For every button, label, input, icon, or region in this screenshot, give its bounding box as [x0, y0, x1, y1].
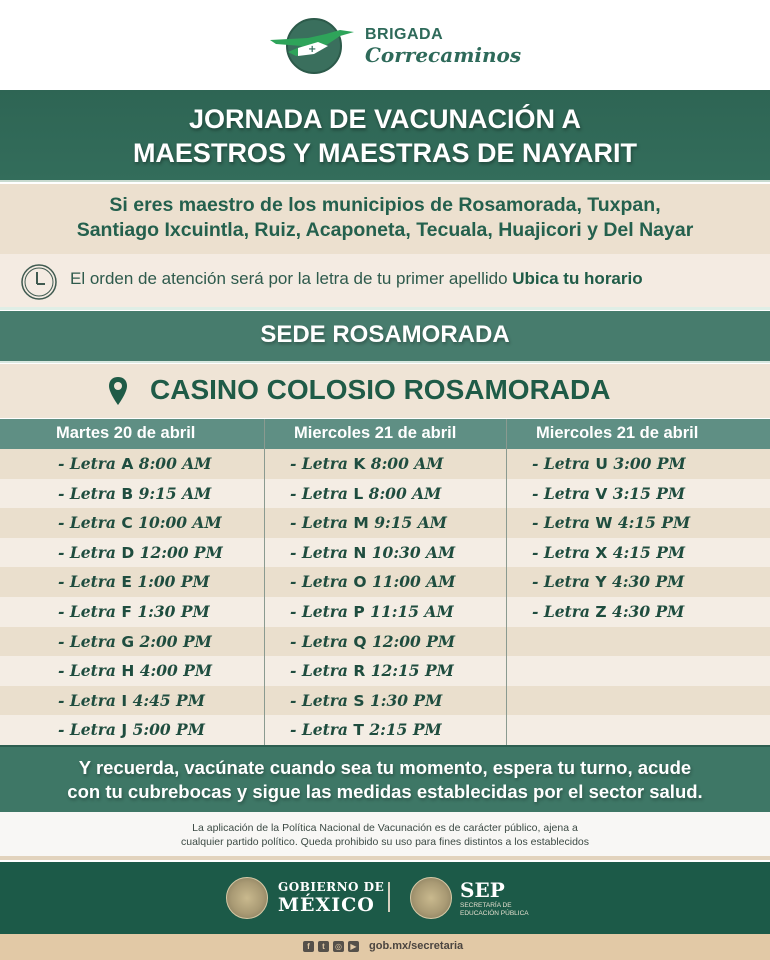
brand-subtitle: Correcaminos	[365, 43, 522, 67]
entry-time: 2:15 PM	[369, 720, 442, 740]
instagram-icon[interactable]: ◎	[333, 941, 344, 952]
page-title-line1: JORNADA DE VACUNACIÓN A	[188, 104, 581, 134]
schedule-entry	[58, 602, 210, 621]
entry-letter: B	[121, 484, 134, 503]
schedule-entry	[290, 632, 455, 651]
government-logos-band	[0, 862, 770, 934]
entry-letter: S	[353, 691, 365, 710]
schedule-entry	[290, 720, 442, 739]
sede-title: SEDE ROSAMORADA	[260, 321, 510, 348]
entry-letter: I	[121, 691, 128, 710]
gobierno-de-label: GOBIERNO DE	[278, 880, 385, 894]
order-note-banner	[0, 254, 770, 310]
entry-letter: M	[353, 514, 369, 533]
entry-time: 4:45 PM	[132, 690, 205, 710]
twitter-icon[interactable]: t	[318, 941, 329, 952]
page-title-line2: MAESTROS Y MAESTRAS DE NAYARIT	[132, 138, 638, 168]
schedule-entry	[532, 454, 686, 473]
entry-time: 8:00 AM	[370, 454, 444, 473]
schedule-entry	[58, 720, 205, 739]
logo-band	[0, 0, 770, 88]
schedule-entry	[290, 454, 443, 473]
entry-time: 10:00 AM	[138, 513, 222, 533]
entry-letter: V	[595, 484, 608, 503]
entry-letter: Z	[595, 603, 607, 621]
title-banner	[0, 90, 770, 182]
entry-prefix: - Letra	[290, 572, 348, 592]
svg-text:+: +	[308, 44, 317, 55]
legal-disclaimer	[0, 812, 770, 860]
youtube-icon[interactable]: ▶	[348, 941, 359, 952]
entry-time: 3:15 PM	[612, 483, 686, 503]
entry-prefix: - Letra	[532, 483, 590, 503]
brand-title: BRIGADA	[365, 26, 444, 43]
sede-banner	[0, 311, 770, 363]
schedule-entry	[532, 572, 684, 591]
entry-letter: R	[353, 662, 366, 681]
entry-time: 4:15 PM	[617, 513, 691, 533]
schedule-table	[0, 419, 770, 745]
entry-time: 12:00 PM	[371, 631, 456, 651]
schedule-entry	[532, 602, 684, 621]
entry-letter: F	[121, 603, 132, 621]
schedule-entry	[290, 602, 454, 621]
entry-letter: Q	[353, 632, 367, 651]
order-note-regular: El orden de atención será por la letra de tu primer apellido	[70, 269, 513, 288]
column-divider	[264, 419, 265, 745]
entry-time: 12:00 PM	[139, 542, 223, 562]
entry-prefix: - Letra	[532, 454, 590, 473]
entry-time: 10:30 AM	[371, 542, 456, 562]
entry-letter: K	[353, 455, 366, 473]
entry-letter: H	[121, 662, 135, 681]
schedule-entry	[290, 661, 454, 680]
entry-prefix: - Letra	[58, 542, 116, 562]
entry-time: 3:00 PM	[613, 454, 686, 473]
entry-time: 12:15 PM	[370, 661, 454, 681]
entry-letter: J	[121, 721, 128, 740]
municipalities-line2: Santiago Ixcuintla, Ruiz, Acaponeta, Tecuala, Huajicori y Del Nayar	[76, 219, 694, 241]
entry-time: 4:00 PM	[139, 661, 213, 681]
entry-time: 5:00 PM	[132, 720, 205, 740]
entry-prefix: - Letra	[532, 572, 590, 592]
column-header-martes-20: Martes 20 de abril	[56, 424, 196, 442]
legal-line1: La aplicación de la Política Nacional de Vacunación es de carácter público, ajena a	[192, 822, 578, 834]
schedule-entry	[532, 513, 690, 532]
clock-icon	[20, 263, 58, 301]
schedule-entry	[290, 572, 455, 591]
legal-line2: cualquier partido político. Queda prohibido su uso para fines distintos a los establecidos	[181, 836, 589, 848]
entry-letter: U	[595, 455, 608, 473]
entry-time: 11:00 AM	[371, 572, 456, 592]
entry-letter: D	[121, 543, 135, 562]
entry-time: 1:30 PM	[137, 602, 210, 621]
entry-letter: L	[353, 484, 364, 503]
entry-letter: P	[353, 603, 365, 621]
brigada-correcaminos-logo	[268, 16, 528, 76]
schedule-entry	[58, 513, 222, 532]
reminder-line1: Y recuerda, vacúnate cuando sea tu momento, espera tu turno, acude	[78, 757, 692, 778]
entry-prefix: - Letra	[290, 720, 348, 740]
entry-prefix: - Letra	[290, 661, 348, 681]
entry-time: 4:30 PM	[612, 572, 685, 592]
schedule-entry	[58, 543, 223, 562]
column-header-miercoles-21: Miercoles 21 de abril	[294, 424, 457, 442]
municipalities-banner	[0, 184, 770, 254]
entry-letter: T	[353, 721, 364, 740]
map-pin-icon	[108, 376, 128, 406]
roadrunner-globe-icon	[268, 16, 360, 76]
schedule-entry	[58, 661, 212, 680]
entry-prefix: - Letra	[58, 690, 116, 710]
facebook-icon[interactable]: f	[303, 941, 314, 952]
venue-banner	[0, 364, 770, 418]
entry-letter: E	[121, 573, 132, 592]
entry-prefix: - Letra	[58, 483, 116, 503]
entry-letter: G	[121, 632, 135, 651]
entry-prefix: - Letra	[58, 513, 116, 533]
entry-prefix: - Letra	[58, 454, 116, 473]
schedule-entry	[532, 484, 685, 503]
sep-seal-icon	[410, 877, 452, 919]
schedule-entry	[532, 543, 685, 562]
entry-time: 2:00 PM	[139, 631, 212, 651]
schedule-entry	[58, 572, 210, 591]
sep-subtitle-line2: EDUCACIÓN PÚBLICA	[460, 910, 529, 917]
entry-time: 8:00 AM	[138, 454, 212, 473]
entry-prefix: - Letra	[290, 631, 348, 651]
schedule-entry	[290, 691, 442, 710]
order-note-bold: Ubica tu horario	[512, 269, 643, 288]
entry-prefix: - Letra	[290, 542, 348, 562]
entry-letter: A	[121, 455, 134, 473]
entry-prefix: - Letra	[58, 661, 116, 681]
footer-band	[0, 934, 770, 960]
entry-prefix: - Letra	[532, 513, 590, 533]
entry-time: 9:15 AM	[374, 513, 447, 533]
entry-prefix: - Letra	[290, 602, 348, 621]
reminder-line2: con tu cubrebocas y sigue las medidas establecidas por el sector salud.	[67, 781, 703, 802]
column-header-miercoles-21-pm: Miercoles 21 de abril	[536, 424, 699, 442]
entry-letter: C	[121, 514, 133, 533]
reminder-banner	[0, 745, 770, 812]
schedule-header-row	[0, 419, 770, 449]
schedule-entry	[290, 484, 441, 503]
entry-time: 1:00 PM	[137, 572, 210, 592]
entry-time: 9:15 AM	[138, 483, 212, 503]
mexico-label: MÉXICO	[278, 894, 375, 916]
venue-name: CASINO COLOSIO ROSAMORADA	[150, 374, 611, 405]
website-link[interactable]: gob.mx/secretaria	[369, 940, 464, 952]
entry-prefix: - Letra	[58, 720, 116, 740]
entry-letter: Y	[595, 573, 607, 592]
order-note-text	[70, 269, 643, 289]
entry-letter: W	[595, 514, 613, 533]
entry-letter: X	[595, 543, 608, 562]
schedule-entry	[290, 513, 447, 532]
entry-time: 8:00 AM	[368, 483, 442, 503]
entry-prefix: - Letra	[58, 602, 116, 621]
column-divider	[506, 419, 507, 745]
entry-prefix: - Letra	[58, 631, 116, 651]
entry-time: 11:15 AM	[370, 602, 454, 621]
logo-divider	[388, 882, 390, 912]
mexico-seal-icon	[226, 877, 268, 919]
schedule-entry	[58, 484, 211, 503]
schedule-entry	[58, 691, 205, 710]
entry-prefix: - Letra	[532, 542, 590, 562]
sep-subtitle-line1: SECRETARÍA DE	[460, 902, 512, 909]
schedule-entry	[58, 632, 212, 651]
entry-prefix: - Letra	[58, 572, 116, 592]
entry-prefix: - Letra	[532, 602, 590, 621]
entry-letter: N	[353, 543, 367, 562]
entry-time: 4:30 PM	[612, 602, 685, 621]
entry-prefix: - Letra	[290, 483, 348, 503]
entry-time: 1:30 PM	[369, 690, 443, 710]
municipalities-line1: Si eres maestro de los municipios de Rosamorada, Tuxpan,	[109, 194, 661, 216]
sep-label: SEP	[460, 878, 505, 902]
schedule-entry	[58, 454, 211, 473]
entry-prefix: - Letra	[290, 513, 348, 533]
schedule-entry	[290, 543, 455, 562]
entry-prefix: - Letra	[290, 690, 348, 710]
entry-letter: O	[353, 573, 367, 592]
entry-prefix: - Letra	[290, 454, 348, 473]
entry-time: 4:15 PM	[612, 542, 686, 562]
